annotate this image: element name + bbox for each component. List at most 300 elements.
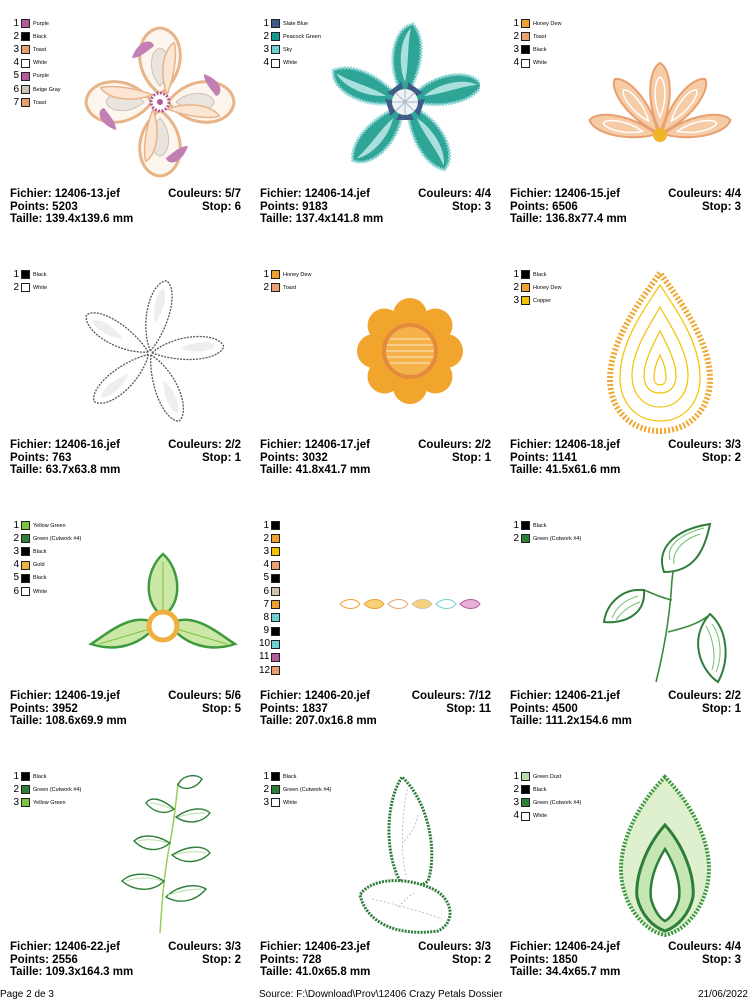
color-swatch [21, 785, 30, 794]
color-legend [509, 770, 581, 823]
legend-color-name: Peacock Green [283, 33, 321, 40]
design-preview-fan-petals [585, 55, 735, 150]
info-label: Stop: [702, 953, 735, 966]
info-value: 2/2 [725, 690, 741, 702]
info-label: Taille: [510, 966, 546, 978]
color-swatch [521, 521, 530, 530]
info-row [10, 966, 241, 979]
info-label: Fichier: [10, 941, 55, 953]
color-count [168, 941, 241, 954]
design-card [500, 0, 750, 251]
info-value: 4/4 [725, 941, 741, 953]
legend-number: 10 [259, 638, 271, 650]
info-value: 12406-15.jef [554, 188, 620, 200]
design-size [510, 715, 632, 728]
info-row [260, 966, 491, 979]
info-row [510, 954, 741, 967]
info-value: 763 [52, 451, 72, 464]
info-row [10, 452, 241, 465]
legend-row [9, 70, 61, 83]
info-value: 9183 [302, 200, 328, 213]
color-swatch [521, 19, 530, 28]
info-row [510, 201, 741, 214]
legend-row [259, 43, 321, 56]
legend-color-name: White [33, 60, 48, 67]
info-label: Stop: [202, 953, 235, 966]
legend-row [509, 268, 561, 281]
info-row [510, 464, 741, 477]
color-swatch [21, 547, 30, 556]
info-value: 4/4 [725, 188, 741, 200]
color-count [418, 941, 491, 954]
info-label: Points: [10, 200, 53, 213]
color-legend [259, 268, 311, 294]
legend-row [259, 268, 311, 281]
info-row [10, 201, 241, 214]
info-label: Points: [510, 953, 553, 966]
design-card [250, 753, 503, 1004]
legend-row [9, 572, 81, 585]
legend-color-name: Copper [533, 297, 552, 304]
info-label: Points: [260, 953, 303, 966]
color-swatch [21, 59, 30, 68]
info-value: 12406-17.jef [304, 439, 370, 451]
info-label: Fichier: [260, 188, 305, 200]
stitch-count [10, 703, 78, 716]
stitch-count [260, 201, 328, 214]
info-row [10, 941, 241, 954]
info-row [10, 464, 241, 477]
legend-color-name: Purple [33, 20, 49, 27]
legend-color-name: White [33, 284, 48, 291]
color-swatch [21, 587, 30, 596]
legend-row [259, 57, 321, 70]
legend-number: 2 [263, 30, 269, 42]
legend-number: 1 [13, 268, 19, 280]
legend-row [259, 30, 321, 43]
color-swatch [271, 521, 280, 530]
info-label: Taille: [510, 464, 546, 476]
info-value: 2 [734, 451, 741, 464]
legend-number: 1 [13, 770, 19, 782]
file-name [10, 690, 120, 703]
info-label: Points: [260, 200, 303, 213]
legend-color-name: Yellow Green [33, 799, 66, 806]
legend-number: 2 [513, 783, 519, 795]
info-label: Points: [510, 451, 553, 464]
info-row [260, 188, 491, 201]
legend-number: 1 [263, 770, 269, 782]
legend-number: 1 [513, 519, 519, 531]
info-value: 12406-16.jef [54, 439, 120, 451]
legend-color-name: Black [33, 271, 47, 278]
legend-row [9, 281, 47, 294]
color-legend [259, 770, 331, 810]
legend-row [9, 17, 61, 30]
info-row [260, 954, 491, 967]
info-value: 1141 [552, 451, 578, 464]
info-label: Couleurs: [668, 690, 725, 702]
stop-count [452, 201, 491, 214]
color-swatch [21, 98, 30, 107]
info-label: Couleurs: [168, 941, 225, 953]
info-value: 2/2 [225, 439, 241, 451]
info-label: Stop: [202, 451, 235, 464]
info-label: Stop: [202, 200, 235, 213]
color-legend [509, 519, 581, 545]
info-value: 111.2x154.6 mm [545, 715, 632, 727]
legend-row [509, 519, 581, 532]
info-label: Fichier: [510, 690, 555, 702]
info-label: Couleurs: [668, 188, 725, 200]
design-info [10, 690, 241, 728]
design-size [260, 464, 370, 477]
info-label: Taille: [10, 213, 46, 225]
legend-row [259, 519, 283, 532]
color-swatch [521, 798, 530, 807]
legend-number: 4 [263, 57, 269, 69]
stop-count [202, 452, 241, 465]
info-value: 12406-23.jef [304, 941, 370, 953]
info-label: Stop: [452, 200, 485, 213]
info-row [260, 715, 491, 728]
info-label: Couleurs: [168, 188, 225, 200]
color-swatch [271, 547, 280, 556]
color-swatch [271, 600, 280, 609]
legend-number: 4 [13, 57, 19, 69]
info-label: Points: [510, 702, 553, 715]
legend-number: 2 [13, 783, 19, 795]
legend-number: 4 [13, 559, 19, 571]
design-card [0, 753, 250, 1004]
design-card [500, 753, 750, 1004]
design-info [510, 690, 741, 728]
info-value: 5 [234, 702, 241, 715]
legend-color-name: Beige Gray [33, 86, 61, 93]
info-value: 1 [484, 451, 491, 464]
info-label: Taille: [10, 464, 46, 476]
stop-count [202, 703, 241, 716]
info-row [10, 188, 241, 201]
info-value: 6506 [552, 200, 578, 213]
design-info [510, 439, 741, 477]
design-size [260, 715, 377, 728]
stitch-count [510, 452, 577, 465]
legend-number: 3 [13, 545, 19, 557]
info-row [510, 966, 741, 979]
color-swatch [521, 534, 530, 543]
color-swatch [271, 772, 280, 781]
info-value: 1850 [552, 953, 578, 966]
color-swatch [521, 45, 530, 54]
color-swatch [271, 19, 280, 28]
info-row [510, 690, 741, 703]
legend-row [509, 532, 581, 545]
info-label: Couleurs: [668, 941, 725, 953]
legend-number: 1 [263, 519, 269, 531]
info-value: 2 [484, 953, 491, 966]
color-swatch [271, 283, 280, 292]
design-preview-four-petal-flower [75, 22, 245, 182]
info-label: Fichier: [10, 439, 55, 451]
legend-color-name: Black [533, 46, 547, 53]
design-info [510, 941, 741, 979]
legend-row [259, 598, 283, 611]
legend-color-name: Toast [33, 46, 47, 53]
stop-count [202, 201, 241, 214]
legend-row [259, 532, 283, 545]
design-preview-outline-flower [75, 273, 225, 433]
info-label: Taille: [10, 966, 46, 978]
info-value: 12406-13.jef [54, 188, 120, 200]
legend-number: 2 [513, 30, 519, 42]
color-count [168, 188, 241, 201]
info-row [510, 213, 741, 226]
legend-color-name: Honey Dew [283, 271, 312, 278]
info-value: 2556 [52, 953, 78, 966]
legend-color-name: Green (Cutwork #4) [533, 535, 582, 542]
legend-color-name: Purple [33, 73, 49, 80]
color-count [168, 690, 241, 703]
info-row [260, 201, 491, 214]
legend-row [9, 585, 81, 598]
file-name [510, 439, 620, 452]
info-row [10, 703, 241, 716]
info-value: 34.4x65.7 mm [545, 966, 621, 978]
info-row [260, 941, 491, 954]
info-label: Couleurs: [418, 188, 475, 200]
design-size [10, 966, 133, 979]
design-size [10, 715, 127, 728]
color-legend [259, 519, 283, 677]
legend-number: 5 [263, 572, 269, 584]
info-label: Fichier: [260, 690, 305, 702]
design-info [260, 690, 491, 728]
file-name [260, 941, 370, 954]
legend-number: 4 [263, 559, 269, 571]
info-value: 5/6 [225, 690, 241, 702]
legend-row [509, 57, 561, 70]
file-name [260, 690, 370, 703]
file-name [510, 690, 620, 703]
legend-color-name: Slate Blue [283, 20, 309, 27]
info-label: Points: [260, 451, 303, 464]
color-swatch [271, 627, 280, 636]
color-count [668, 941, 741, 954]
info-row [10, 690, 241, 703]
info-row [10, 439, 241, 452]
info-label: Stop: [702, 451, 735, 464]
info-value: 41.5x61.6 mm [545, 464, 621, 476]
design-info [510, 188, 741, 226]
info-value: 3032 [302, 451, 328, 464]
info-value: 6 [234, 200, 241, 213]
legend-color-name: Black [533, 271, 547, 278]
legend-color-name: Black [283, 773, 297, 780]
color-swatch [271, 653, 280, 662]
color-swatch [21, 85, 30, 94]
info-value: 3 [734, 953, 741, 966]
legend-color-name: Green (Cutwork #4) [33, 535, 82, 542]
info-value: 3/3 [475, 941, 491, 953]
info-row [260, 452, 491, 465]
legend-number: 1 [513, 268, 519, 280]
info-label: Fichier: [10, 690, 55, 702]
color-legend [509, 268, 561, 308]
color-legend [9, 519, 81, 598]
color-swatch [21, 574, 30, 583]
color-swatch [521, 270, 530, 279]
legend-row [9, 796, 81, 809]
design-info [10, 941, 241, 979]
legend-row [259, 611, 283, 624]
legend-color-name: Honey Dew [533, 284, 562, 291]
legend-number: 3 [13, 796, 19, 808]
legend-number: 1 [513, 770, 519, 782]
info-value: 2 [234, 953, 241, 966]
color-swatch [21, 270, 30, 279]
stitch-count [260, 452, 328, 465]
color-swatch [521, 296, 530, 305]
legend-number: 1 [13, 519, 19, 531]
design-size [510, 966, 620, 979]
info-value: 108.6x69.9 mm [45, 715, 127, 727]
legend-number: 3 [263, 796, 269, 808]
info-value: 11 [478, 702, 491, 715]
design-preview-teal-flower [330, 20, 480, 185]
color-count [418, 439, 491, 452]
legend-row [9, 30, 61, 43]
design-size [510, 213, 627, 226]
stop-count [452, 452, 491, 465]
color-swatch [271, 640, 280, 649]
info-label: Stop: [702, 200, 735, 213]
legend-color-name: White [283, 60, 298, 67]
legend-row [9, 57, 61, 70]
info-label: Taille: [260, 213, 296, 225]
legend-color-name: Honey Dew [533, 20, 562, 27]
design-info [10, 188, 241, 226]
color-swatch [21, 72, 30, 81]
file-name [510, 188, 620, 201]
info-row [10, 954, 241, 967]
color-count [412, 690, 491, 703]
legend-row [259, 664, 283, 677]
legend-number: 1 [263, 268, 269, 280]
info-label: Taille: [10, 715, 46, 727]
design-info [260, 188, 491, 226]
info-value: 728 [302, 953, 322, 966]
legend-row [9, 519, 81, 532]
color-count [668, 439, 741, 452]
legend-number: 3 [513, 294, 519, 306]
legend-color-name: Gold [33, 562, 45, 569]
file-name [510, 941, 620, 954]
design-card [500, 502, 750, 753]
legend-row [509, 810, 581, 823]
info-label: Taille: [260, 966, 296, 978]
design-card [500, 251, 750, 502]
design-preview-petal-border [338, 596, 488, 612]
legend-color-name: Yellow Green [33, 522, 66, 529]
color-swatch [521, 785, 530, 794]
legend-color-name: Black [33, 548, 47, 555]
info-label: Couleurs: [168, 439, 225, 451]
info-label: Points: [260, 702, 303, 715]
legend-row [259, 770, 331, 783]
legend-color-name: White [33, 588, 48, 595]
legend-color-name: Toast [533, 33, 547, 40]
stop-count [452, 954, 491, 967]
info-value: 139.4x139.6 mm [45, 213, 134, 225]
legend-row [509, 17, 561, 30]
info-label: Fichier: [510, 439, 555, 451]
legend-color-name: White [283, 799, 298, 806]
info-value: 12406-21.jef [554, 690, 620, 702]
legend-row [259, 572, 283, 585]
color-swatch [21, 561, 30, 570]
info-value: 12406-24.jef [554, 941, 620, 953]
legend-row [259, 545, 283, 558]
info-label: Taille: [510, 715, 546, 727]
legend-row [509, 30, 561, 43]
file-name [260, 188, 370, 201]
color-swatch [521, 32, 530, 41]
info-row [260, 439, 491, 452]
legend-row [9, 545, 81, 558]
legend-number: 3 [263, 43, 269, 55]
file-name [260, 439, 370, 452]
legend-row [259, 281, 311, 294]
info-value: 1 [234, 451, 241, 464]
color-swatch [271, 587, 280, 596]
legend-row [259, 17, 321, 30]
color-swatch [21, 32, 30, 41]
legend-number: 1 [263, 17, 269, 29]
info-row [510, 941, 741, 954]
legend-row [259, 559, 283, 572]
info-value: 12406-18.jef [554, 439, 620, 451]
color-legend [9, 770, 81, 810]
design-card [250, 0, 500, 251]
legend-number: 2 [263, 783, 269, 795]
info-value: 63.7x63.8 mm [45, 464, 121, 476]
legend-color-name: Green (Cutwork #4) [533, 799, 582, 806]
legend-row [509, 43, 561, 56]
info-label: Fichier: [260, 439, 305, 451]
legend-number: 4 [513, 810, 519, 822]
info-label: Points: [510, 200, 553, 213]
info-row [260, 690, 491, 703]
info-label: Points: [10, 451, 53, 464]
color-swatch [21, 534, 30, 543]
info-label: Couleurs: [168, 690, 225, 702]
info-value: 3 [484, 200, 491, 213]
color-swatch [271, 574, 280, 583]
legend-color-name: Green (Cutwork #4) [283, 786, 332, 793]
design-preview-green-pointed-leaf [618, 773, 713, 938]
legend-number: 5 [13, 70, 19, 82]
info-row [10, 213, 241, 226]
legend-number: 3 [513, 796, 519, 808]
info-row [510, 715, 741, 728]
color-swatch [521, 772, 530, 781]
legend-number: 1 [13, 17, 19, 29]
info-row [260, 213, 491, 226]
info-label: Stop: [202, 702, 235, 715]
legend-number: 3 [263, 545, 269, 557]
color-swatch [21, 521, 30, 530]
